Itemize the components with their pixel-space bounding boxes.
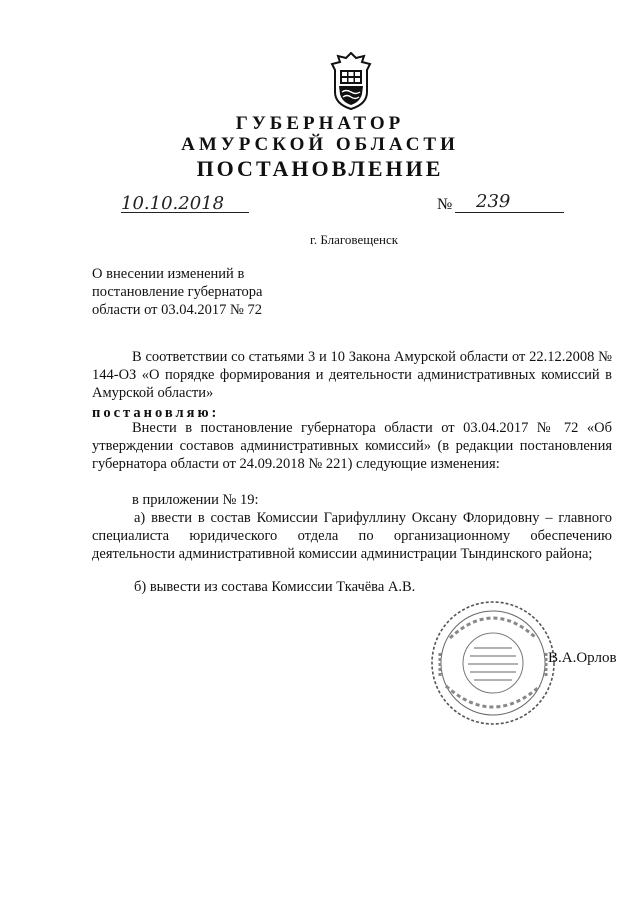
subject-line: О внесении изменений в — [92, 266, 245, 282]
appendix-paragraph: в приложении № 19: — [132, 492, 259, 508]
document-date: 10.10.2018 — [121, 193, 225, 214]
item-b-paragraph: б) вывести из состава Комиссии Ткачёва А.В. — [134, 579, 416, 595]
preamble-paragraph: В соответствии со статьями 3 и 10 Закона Амурской области от 22.12.2008 № 144-ОЗ «О порядке формирования и деятельности административных комиссий в Амурской области» — [92, 349, 612, 401]
header-governor: ГУБЕРНАТОР — [235, 113, 405, 134]
registration-stamp-icon — [428, 598, 558, 728]
subject-line: области от 03.04.2017 № 72 — [92, 302, 262, 318]
date-underline — [121, 212, 249, 213]
city: г. Благовещенск — [310, 232, 399, 247]
header-region: АМУРСКОЙ ОБЛАСТИ — [181, 134, 459, 155]
document-number: 239 — [476, 191, 511, 212]
number-label: № — [437, 196, 453, 213]
signature-name: В.А.Орлов — [548, 650, 617, 666]
subject-line: постановление губернатора — [92, 284, 263, 300]
item-a-paragraph: а) ввести в состав Комиссии Гарифуллину Оксану Флоридовну – главного специалиста юридического отдела по организационному обеспечению деятельности административной комиссии администрации Тындинского района; — [92, 510, 612, 562]
decree-word: постановляю: — [92, 405, 220, 421]
document-subject — [92, 265, 262, 319]
number-underline — [455, 212, 564, 213]
coat-of-arms-icon — [326, 52, 376, 110]
document-type: ПОСТАНОВЛЕНИЕ — [196, 156, 444, 181]
amendment-paragraph: Внести в постановление губернатора области от 03.04.2017 № 72 «Об утверждении составов административных комиссий» (в редакции постановления губернатора области от 24.09.2018 № 221) следующие изменения: — [92, 420, 612, 472]
